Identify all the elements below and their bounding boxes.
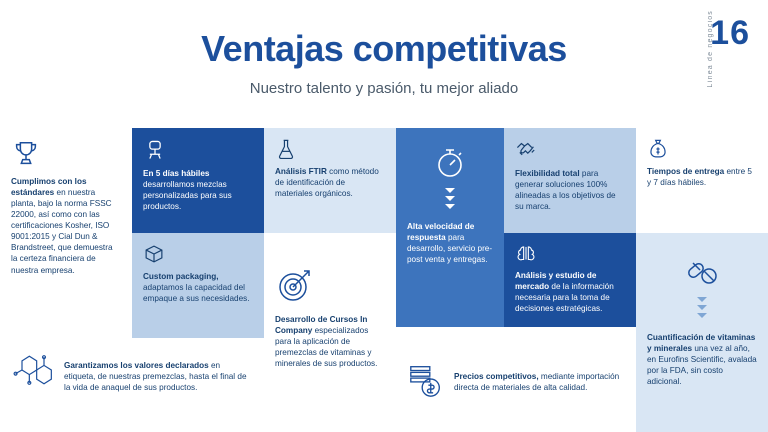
chevron-down-icon [445, 196, 455, 201]
card-ftir-bold: Análisis FTIR [275, 167, 327, 176]
card-flexibilidad [504, 128, 636, 233]
card-cuantificacion-text [647, 332, 757, 387]
lab-flask-icon [275, 138, 385, 160]
card-estandares-text [11, 176, 121, 276]
page-subtitle: Nuestro talento y pasión, tu mejor aliado [249, 80, 519, 97]
card-estandares-bold: Cumplimos con los estándares [11, 177, 87, 198]
card-valores-rest: en etiqueta, de nuestras premezclas, hasta el final de la vida de anaquel de sus productos. [64, 361, 247, 393]
chevron-down-icon [697, 313, 707, 318]
card-cinco-dias-rest: desarrollamos mezclas personalizadas para sus productos. [143, 180, 232, 212]
card-cursos-rest: especializados para la aplicación de premezclas de vitaminas y minerales de sus productos. [275, 326, 378, 369]
card-analisis-mercado [504, 233, 636, 327]
chevron-down-icon [697, 297, 707, 302]
card-analisis-mercado-rest: de la información necesaria para la toma de decisiones estratégicas. [515, 282, 614, 314]
business-line-label: Línea de negocios [707, 10, 714, 88]
card-valores-text [64, 348, 253, 393]
card-tiempos [636, 128, 768, 233]
card-cuantificacion-bold: Cuantificación de vitaminas y minerales [647, 333, 756, 354]
card-tiempos-rest: entre 5 y 7 días hábiles. [647, 167, 752, 188]
handshake-icon [515, 138, 625, 162]
card-flexibilidad-rest: para generar soluciones 100% alineadas a los objetivos de su marca. [515, 169, 616, 212]
card-cinco-dias [132, 128, 264, 233]
card-velocidad-text [407, 221, 493, 265]
stopwatch-icon [433, 146, 467, 180]
chevron-down-icon [445, 188, 455, 193]
card-velocidad-rest: para desarrollo, servicio pre-post venta y entregas. [407, 233, 493, 265]
card-precios [396, 327, 636, 432]
card-analisis-mercado-bold: Análisis y estudio de mercado [515, 271, 597, 292]
slide-number: 16 [710, 14, 750, 52]
card-cuantificacion-rest: una vez al año, en Eurofins Scientific, avalada por la FDA, sin costo adicional. [647, 344, 757, 387]
money-bag-icon [647, 138, 757, 160]
card-estandares [0, 128, 132, 338]
card-packaging-text [143, 271, 253, 304]
card-velocidad-bold: Alta velocidad de respuesta [407, 222, 475, 243]
card-ftir-text [275, 166, 385, 199]
card-cursos [264, 233, 396, 432]
card-tiempos-text [647, 166, 757, 188]
card-estandares-rest: en nuestra planta, bajo la norma FSSC 22000, así como con las certificaciones Kosher, ISO 9001:2015 y Cial Dun & Brandstreet, que demuestra la certeza financiera de nuestra empresa. [11, 188, 113, 275]
card-flexibilidad-text [515, 168, 625, 212]
molecule-icon [11, 348, 55, 392]
card-analisis-mercado-text [515, 270, 625, 314]
trophy-icon [11, 138, 121, 168]
card-ftir [264, 128, 396, 233]
capsule-icon [685, 255, 719, 289]
card-cursos-text [275, 314, 385, 369]
arrow-stack-velocidad [407, 188, 493, 209]
brain-icon [515, 243, 625, 265]
card-flexibilidad-bold: Flexibilidad total [515, 169, 580, 178]
card-packaging-rest: adaptamos la capacidad del empaque a sus necesidades. [143, 283, 250, 304]
card-cuantificacion [636, 233, 768, 432]
card-valores-bold: Garantizamos los valores declarados [64, 361, 209, 370]
card-tiempos-bold: Tiempos de entrega [647, 167, 725, 176]
coins-icon [407, 361, 445, 399]
mixer-chair-icon [143, 138, 253, 162]
advantages-grid [0, 128, 768, 432]
page-title: Ventajas competitivas [201, 28, 567, 69]
card-packaging [132, 233, 264, 338]
card-valores [0, 338, 264, 432]
card-precios-bold: Precios competitivos, [454, 372, 539, 381]
slide-header [0, 0, 768, 128]
arrow-stack-cuantificacion [647, 297, 757, 318]
card-cinco-dias-bold: En 5 días hábiles [143, 169, 210, 178]
card-precios-text [454, 361, 625, 393]
chevron-down-icon [697, 305, 707, 310]
card-cinco-dias-text [143, 168, 253, 212]
chevron-down-icon [445, 204, 455, 209]
target-icon [275, 265, 385, 305]
card-velocidad [396, 128, 504, 327]
package-icon [143, 243, 253, 265]
card-precios-rest: mediante importación directa de materiales de alta calidad. [454, 372, 620, 393]
card-ftir-rest: como método de identificación de materiales orgánicos. [275, 167, 379, 199]
card-cursos-bold: Desarrollo de Cursos In Company [275, 315, 368, 336]
card-packaging-bold: Custom packaging, [143, 272, 219, 281]
